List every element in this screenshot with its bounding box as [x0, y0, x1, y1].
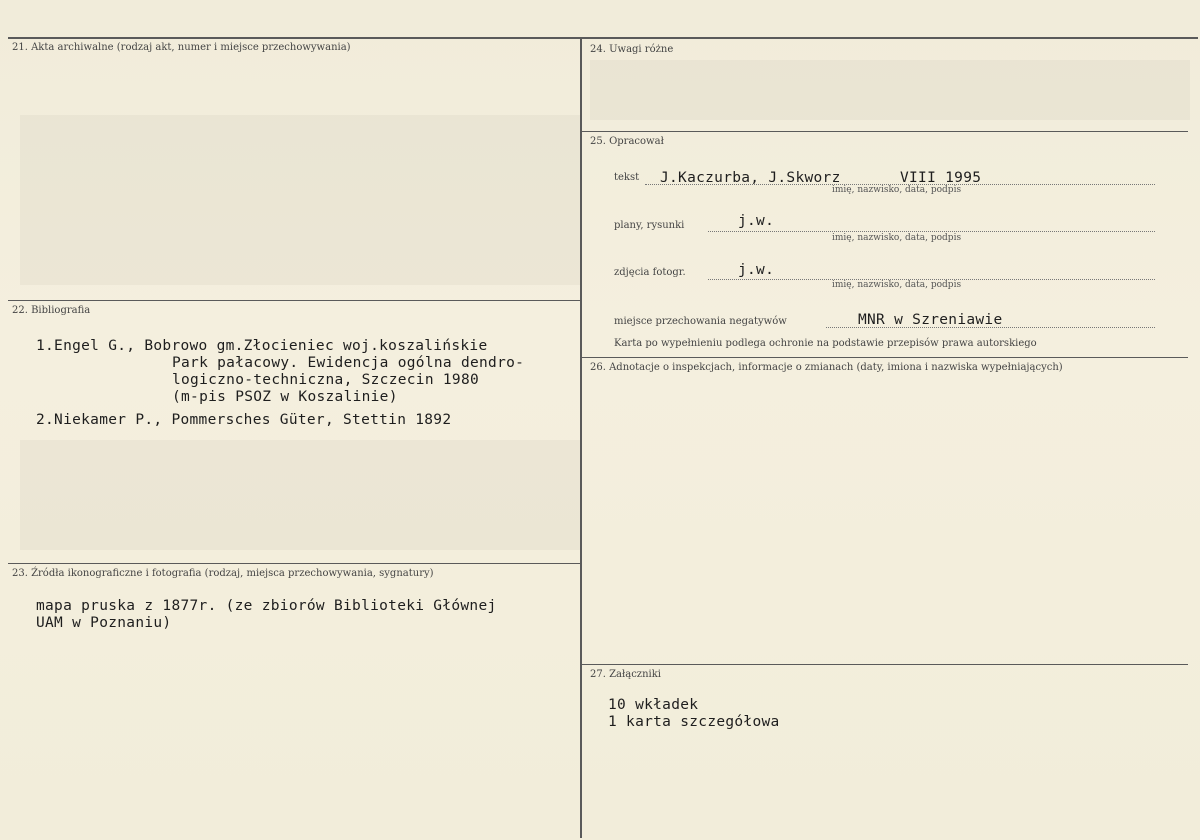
plany-caption: imię, nazwisko, data, podpis: [832, 233, 962, 243]
show-through-shading: [590, 60, 1190, 120]
tekst-caption: imię, nazwisko, data, podpis: [832, 185, 962, 195]
top-border-line: [8, 37, 1198, 39]
tekst-author-value: J.Kaczurba, J.Skworz: [660, 170, 841, 186]
show-through-shading: [20, 115, 580, 285]
section-26-label: 26. Adnotacje o inspekcjach, informacje o zmianach (daty, imiona i nazwiska wypełniających): [590, 362, 1063, 373]
attachments-line-1: 10 wkładek: [608, 697, 699, 713]
plany-value: j.w.: [738, 213, 775, 229]
zdjecia-caption: imię, nazwisko, data, podpis: [832, 280, 962, 290]
section-26-bottom-line: [582, 664, 1188, 665]
tekst-label: tekst: [614, 172, 640, 183]
section-21-bottom-line: [8, 300, 580, 301]
iconography-line-1: mapa pruska z 1877r. (ze zbiorów Biblioteki Głównej: [36, 598, 497, 614]
plany-dotted-line: [708, 231, 1155, 232]
section-25-label: 25. Opracował: [590, 136, 664, 147]
negatywy-value: MNR w Szreniawie: [858, 312, 1003, 328]
copyright-note: Karta po wypełnieniu podlega ochronie na podstawie przepisów prawa autorskiego: [614, 338, 1037, 349]
bibliography-entry-1-line-3: logiczno-techniczna, Szczecin 1980: [172, 372, 480, 388]
plany-label: plany, rysunki: [614, 220, 685, 231]
section-25-bottom-line: [582, 357, 1188, 358]
section-21-label: 21. Akta archiwalne (rodzaj akt, numer i miejsce przechowywania): [12, 42, 351, 53]
iconography-line-2: UAM w Poznaniu): [36, 615, 172, 631]
bibliography-entry-2: 2.Niekamer P., Pommersches Güter, Stettin 1892: [36, 412, 452, 428]
attachments-line-2: 1 karta szczegółowa: [608, 714, 780, 730]
section-24-bottom-line: [582, 131, 1188, 132]
center-divider-line: [580, 38, 582, 838]
zdjecia-label: zdjęcia fotogr.: [614, 267, 686, 278]
show-through-shading: [20, 440, 580, 550]
negatywy-label: miejsce przechowania negatywów: [614, 316, 787, 327]
section-23-label: 23. Źródła ikonograficzne i fotografia (rodzaj, miejsca przechowywania, sygnatury): [12, 568, 434, 579]
zdjecia-value: j.w.: [738, 262, 775, 278]
tekst-date-value: VIII 1995: [900, 170, 982, 186]
bibliography-entry-1-line-2: Park pałacowy. Ewidencja ogólna dendro-: [172, 355, 525, 371]
bibliography-entry-1-line-1: 1.Engel G., Bobrowo gm.Złocieniec woj.koszalińskie: [36, 338, 488, 354]
section-22-label: 22. Bibliografia: [12, 305, 91, 316]
section-22-bottom-line: [8, 563, 580, 564]
section-27-label: 27. Załączniki: [590, 669, 661, 680]
section-24-label: 24. Uwagi różne: [590, 44, 674, 55]
bibliography-entry-1-line-4: (m-pis PSOZ w Koszalinie): [172, 389, 398, 405]
